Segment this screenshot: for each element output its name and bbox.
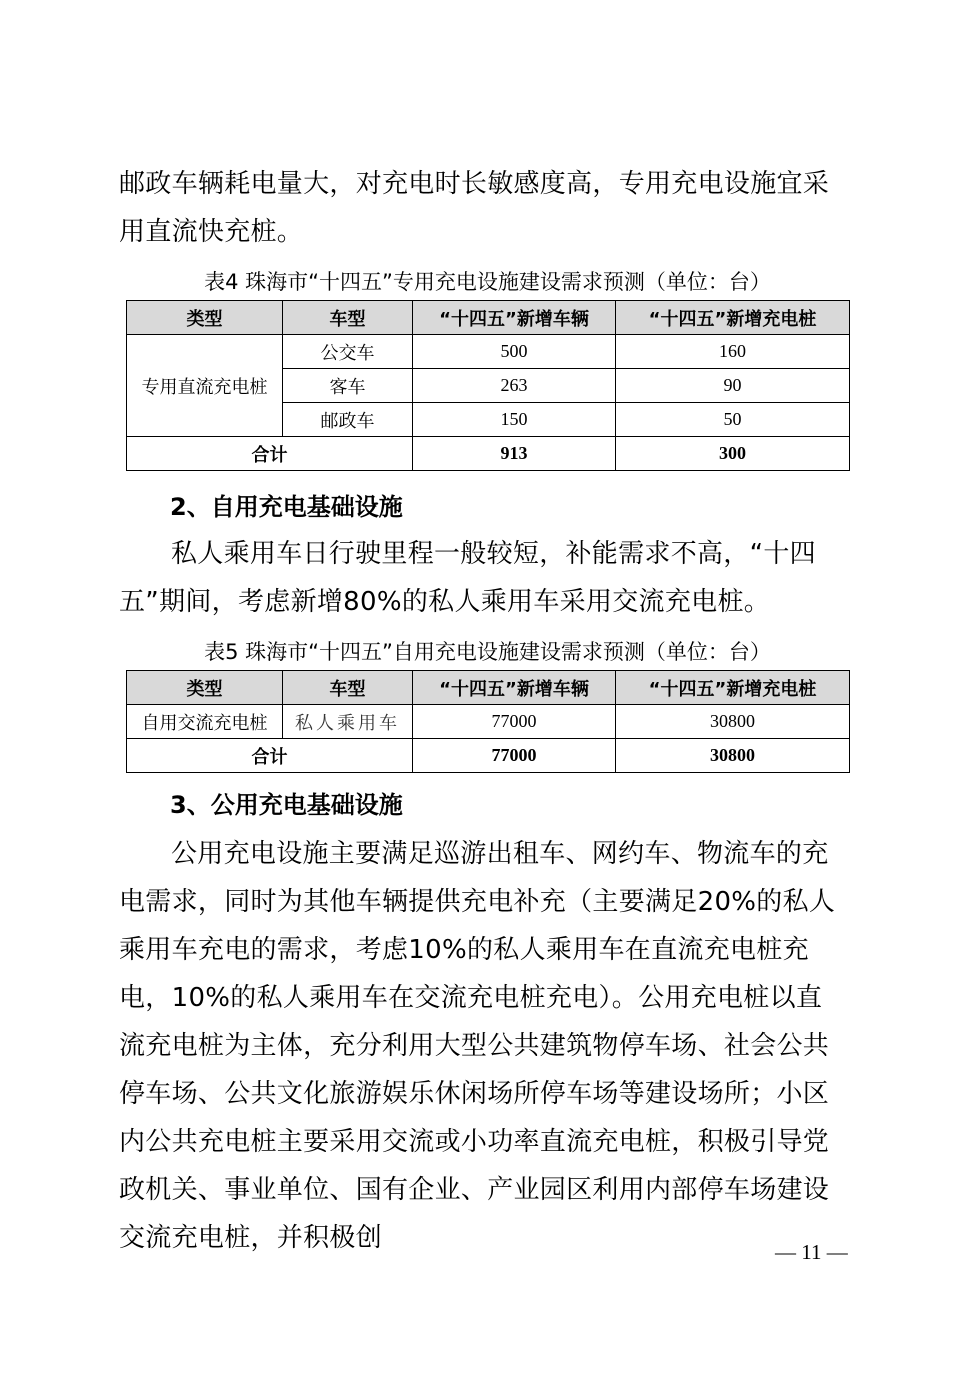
table4-caption: 表4 珠海市“十四五”专用充电设施建设需求预测（单位：台） xyxy=(204,270,771,294)
table4-header-vehicles: “十四五”新增车辆 xyxy=(413,301,616,335)
page-number: — 11 — xyxy=(775,1240,848,1264)
table4-group-label: 专用直流充电桩 xyxy=(127,335,283,437)
table5-caption: 表5 珠海市“十四五”自用充电设施建设需求预测（单位：台） xyxy=(204,640,771,664)
paragraph-intro: 邮政车辆耗电量大，对充电时长敏感度高，专用充电设施宜采用直流快充桩。 xyxy=(119,169,830,247)
table5-header-type: 类型 xyxy=(127,671,283,705)
table4-total-label: 合计 xyxy=(127,437,413,471)
table-row xyxy=(127,335,850,369)
table4-cell-piles: 50 xyxy=(616,403,850,437)
table4-header-row xyxy=(127,301,850,335)
section-heading-2: 2、自用充电基础设施 xyxy=(170,493,403,521)
table4-cell-model: 公交车 xyxy=(283,335,413,369)
table5-cell-vehicles: 77000 xyxy=(413,705,616,739)
table4-total-vehicles: 913 xyxy=(413,437,616,471)
table5-cell-piles: 30800 xyxy=(616,705,850,739)
section-heading-3: 3、公用充电基础设施 xyxy=(170,791,403,819)
table4-cell-piles: 90 xyxy=(616,369,850,403)
table5-total-label: 合计 xyxy=(127,739,413,773)
table5-total-vehicles: 77000 xyxy=(413,739,616,773)
table5-cell-model: 私人乘用车 xyxy=(283,705,413,739)
table5-header-piles: “十四五”新增充电桩 xyxy=(616,671,850,705)
table4-cell-piles: 160 xyxy=(616,335,850,369)
table-row xyxy=(127,705,850,739)
table5-cell-type: 自用交流充电桩 xyxy=(127,705,283,739)
table5-total-piles: 30800 xyxy=(616,739,850,773)
table4-cell-vehicles: 150 xyxy=(413,403,616,437)
table5-total-row xyxy=(127,739,850,773)
table5-header-row xyxy=(127,671,850,705)
table5-header-model: 车型 xyxy=(283,671,413,705)
table4-cell-vehicles: 263 xyxy=(413,369,616,403)
table4 xyxy=(126,300,850,471)
paragraph-private: 私人乘用车日行驶里程一般较短，补能需求不高，“十四五”期间，考虑新增80%的私人乘用车采用交流充电桩。 xyxy=(119,539,816,617)
table4-cell-model: 客车 xyxy=(283,369,413,403)
table4-total-piles: 300 xyxy=(616,437,850,471)
table4-header-type: 类型 xyxy=(127,301,283,335)
paragraph-public: 公用充电设施主要满足巡游出租车、网约车、物流车的充电需求，同时为其他车辆提供充电补充（主要满足20%的私人乘用车充电的需求，考虑10%的私人乘用车在直流充电桩充电，10%的私人乘用车在交流充电桩充电）。公用充电桩以直流充电桩为主体，充分利用大型公共建筑物停车场、社会公共停车场、公共文化旅游娱乐休闲场所停车场等建设场所；小区内公共充电桩主要采用交流或小功率直流充电桩，积极引导党政机关、事业单位、国有企业、产业园区利用内部停车场建设交流充电桩，并积极创 xyxy=(119,839,836,1253)
table4-cell-vehicles: 500 xyxy=(413,335,616,369)
table4-header-piles: “十四五”新增充电桩 xyxy=(616,301,850,335)
table5-header-vehicles: “十四五”新增车辆 xyxy=(413,671,616,705)
table4-header-model: 车型 xyxy=(283,301,413,335)
table4-cell-model: 邮政车 xyxy=(283,403,413,437)
table5 xyxy=(126,670,850,773)
table4-total-row xyxy=(127,437,850,471)
